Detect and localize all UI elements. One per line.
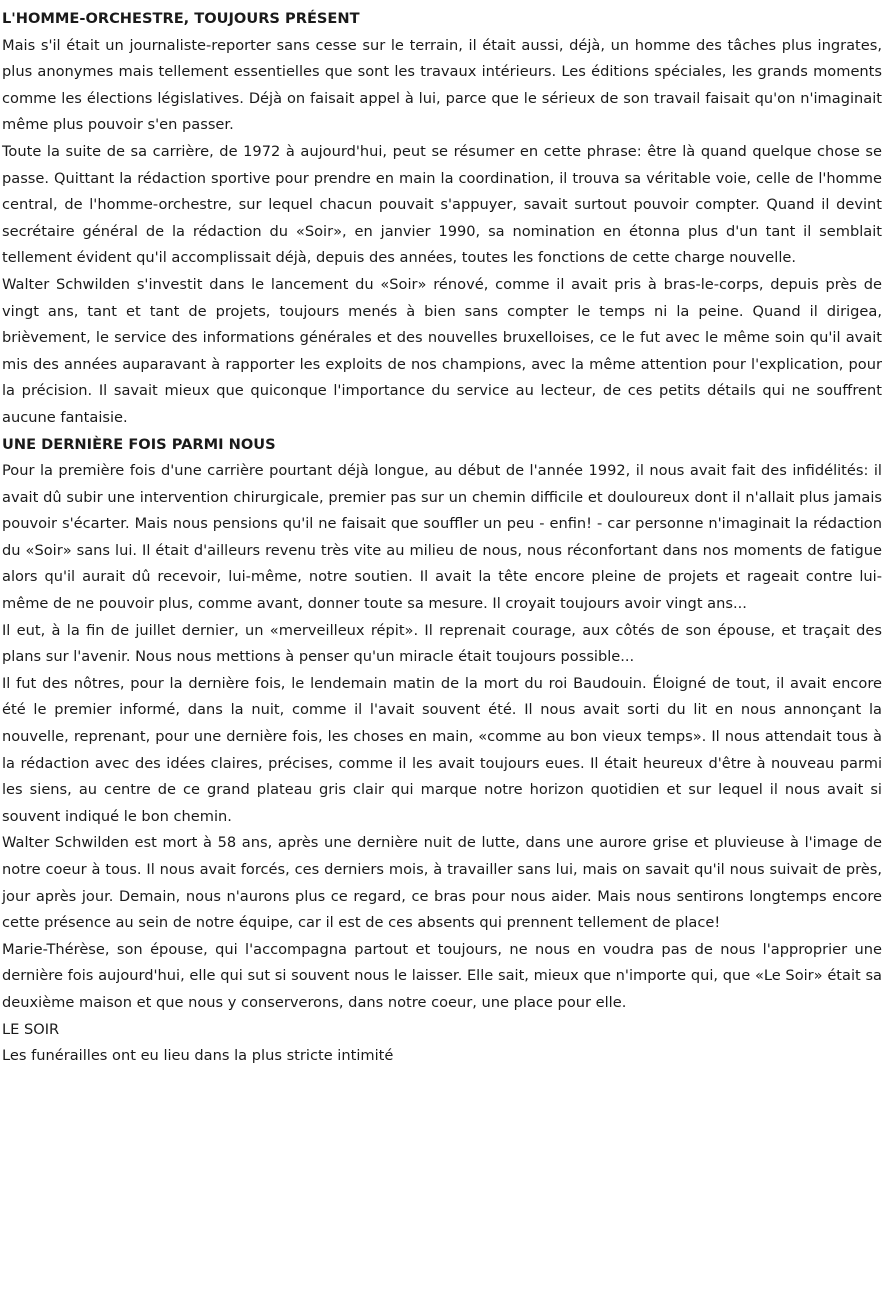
paragraph: Marie-Thérèse, son épouse, qui l'accompagna partout et toujours, ne nous en voudra pas de nous l'approprier une dernière fois aujourd'hui, elle qui sut si souvent nous le laisser. Elle sait, mieux que n'importe qui, que «Le Soir» était sa deuxième maison et que nous y conserverons, dans notre coeur, une place pour elle. [2,940,882,1011]
article [0,6,886,1070]
footnote: Les funérailles ont eu lieu dans la plus stricte intimité [2,1047,394,1065]
paragraph: Walter Schwilden s'investit dans le lancement du «Soir» rénové, comme il avait pris à bras-le-corps, depuis près de vingt ans, tant et tant de projets, toujours menés à bien sans compter le temps ni la peine. Quand il dirigea, brièvement, le service des informations générales et des nouvelles bruxelloises, ce le fut avec le même soin qu'il avait mis des années auparavant à rapporter les exploits de nos champions, avec la même attention pour l'explication, pour la précision. Il savait mieux que quiconque l'importance du service au lecteur, de ces petits détails qui ne souffrent aucune fantaisie. [2,275,882,426]
paragraph: Mais s'il était un journaliste-reporter sans cesse sur le terrain, il était aussi, déjà, un homme des tâches plus ingrates, plus anonymes mais tellement essentielles que sont les travaux intérieurs. Les éditions spéciales, les grands moments comme les élections législatives. Déjà on faisait appel à lui, parce que le sérieux de son travail faisait qu'on n'imaginait même plus pouvoir s'en passer. [2,36,882,134]
section-heading: L'HOMME-ORCHESTRE, TOUJOURS PRÉSENT [2,10,360,27]
paragraph: Toute la suite de sa carrière, de 1972 à aujourd'hui, peut se résumer en cette phrase: être là quand quelque chose se passe. Quittant la rédaction sportive pour prendre en main la coordination, il trouva sa véritable voie, celle de l'homme central, de l'homme-orchestre, sur lequel chacun pouvait s'appuyer, savait surtout pouvoir compter. Quand il devint secrétaire général de la rédaction du «Soir», en janvier 1990, sa nomination en étonna plus d'un tant il semblait tellement évident qu'il accomplissait déjà, depuis des années, toutes les fonctions de cette charge nouvelle. [2,142,882,267]
paragraph: Il eut, à la fin de juillet dernier, un «merveilleux répit». Il reprenait courage, aux côtés de son épouse, et traçait des plans sur l'avenir. Nous nous mettions à penser qu'un miracle était toujours possible... [2,621,882,666]
paragraph: Pour la première fois d'une carrière pourtant déjà longue, au début de l'année 1992, il nous avait fait des infidélités: il avait dû subir une intervention chirurgicale, premier pas sur un chemin difficile et douloureux dont il n'allait plus jamais pouvoir s'écarter. Mais nous pensions qu'il ne faisait que souffler un peu - enfin! - car personne n'imaginait la rédaction du «Soir» sans lui. Il était d'ailleurs revenu très vite au milieu de nous, nous réconfortant dans nos moments de fatigue alors qu'il aurait dû recevoir, lui-même, notre soutien. Il avait la tête encore pleine de projets et rageait contre lui-même de ne pouvoir plus, comme avant, donner toute sa mesure. Il croyait toujours avoir vingt ans... [2,462,882,613]
section-heading: UNE DERNIÈRE FOIS PARMI NOUS [2,435,276,453]
paragraph: Il fut des nôtres, pour la dernière fois, le lendemain matin de la mort du roi Baudouin. Éloigné de tout, il avait encore été le premier informé, dans la nuit, comme il l'avait souvent été. Il nous avait sorti du lit en nous annonçant la nouvelle, reprenant, pour une dernière fois, les choses en main, «comme au bon vieux temps». Il nous attendait tous à la rédaction avec des idées claires, précises, comme il les avait toujours eues. Il était heureux d'être à nouveau parmi les siens, au centre de ce grand plateau gris clair qui marque notre horizon quotidien et sur lequel il nous avait si souvent indiqué le bon chemin. [2,674,882,825]
signature: LE SOIR [2,1020,60,1038]
paragraph: Walter Schwilden est mort à 58 ans, après une dernière nuit de lutte, dans une aurore grise et pluvieuse à l'image de notre coeur à tous. Il nous avait forcés, ces derniers mois, à travailler sans lui, mais on savait qu'il nous suivait de près, jour après jour. Demain, nous n'aurons plus ce regard, ce bras pour nous aider. Mais nous sentirons longtemps encore cette présence au sein de notre équipe, car il est de ces absents qui prennent tellement de place! [2,834,882,932]
